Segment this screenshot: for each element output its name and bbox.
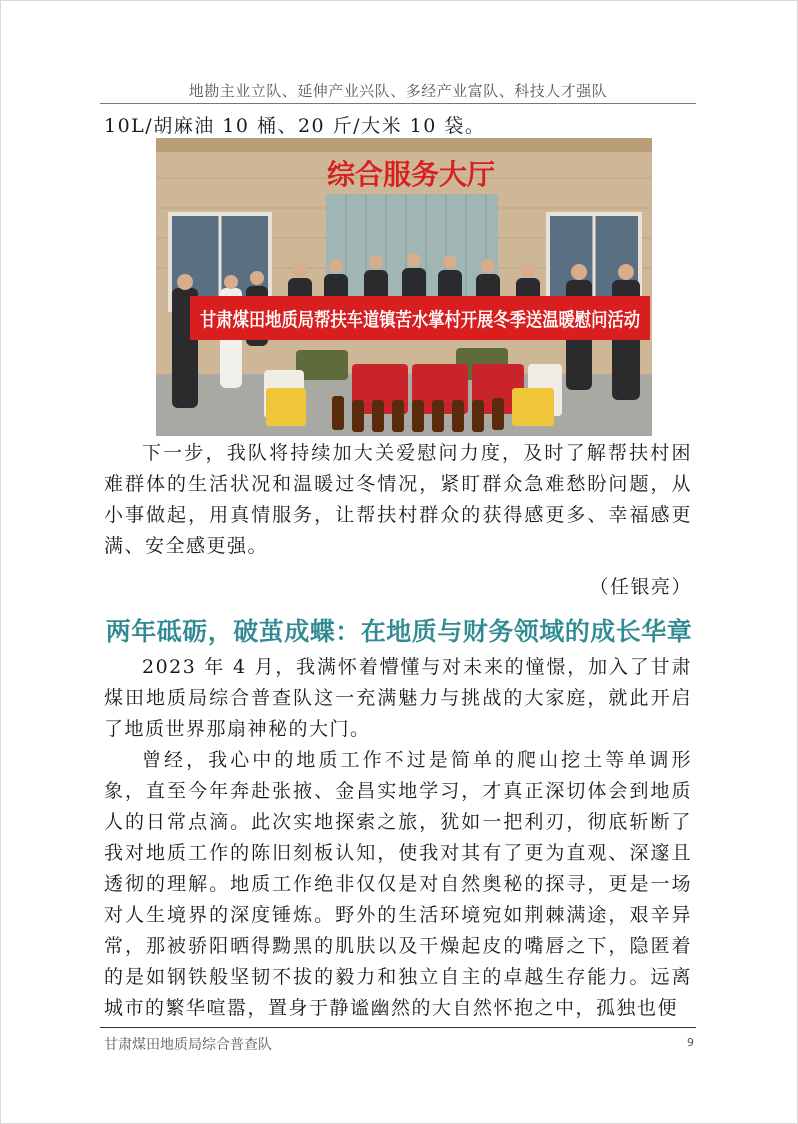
next-step-block (104, 438, 692, 562)
article-title: 两年砥砺，破茧成蝶：在地质与财务领域的成长华章 (105, 617, 693, 646)
article-body (104, 652, 692, 1024)
footer-organization: 甘肃煤田地质局综合普查队 (104, 1037, 272, 1053)
article-paragraph-2: 曾经，我心中的地质工作不过是简单的爬山挖土等单调形象，直至今年奔赴张掖、金昌实地学习，才真正深切体会到地质人的日常点滴。此次实地探索之旅，犹如一把利刃，彻底斩断了我对地质工作的陈旧刻板认知，使我对其有了更为直观、深邃且透彻的理解。地质工作绝非仅仅是对自然奥秘的探寻，更是一场对人生境界的深度锤炼。野外的生活环境宛如荆棘满途，艰辛异常，那被骄阳晒得黝黑的肌肤以及干燥起皮的嘴唇之下，隐匿着的是如钢铁般坚韧不拔的毅力和独立自主的卓越生存能力。远离城市的繁华喧嚣，置身于静谧幽然的大自然怀抱之中，孤独也便 (104, 749, 692, 1019)
next-step-paragraph: 下一步，我队将持续加大关爱慰问力度，及时了解帮扶村困难群体的生活状况和温暖过冬情况，紧盯群众急难愁盼问题，从小事做起，用真情服务，让帮扶村群众的获得感更多、幸福感更满、安全感更强。 (104, 442, 692, 557)
banner-text: 甘肃煤田地质局帮扶车道镇苦水掌村开展冬季送温暖慰问活动 (200, 309, 714, 331)
header-rule (100, 103, 696, 104)
running-header: 地勘主业立队、延伸产业兴队、多经产业富队、科技人才强队 (188, 82, 608, 100)
continued-line: 10L/胡麻油 10 桶、20 斤/大米 10 袋。 (104, 115, 486, 137)
event-photo (156, 138, 714, 436)
building-sign: 综合服务大厅 (326, 158, 496, 191)
footer-rule (100, 1027, 696, 1028)
author-credit: （任银亮） (589, 576, 692, 598)
page-number: 9 (687, 1036, 694, 1049)
article-paragraph-1: 2023 年 4 月，我满怀着懵懂与对未来的憧憬，加入了甘肃煤田地质局综合普查队这一充满魅力与挑战的大家庭，就此开启了地质世界那扇神秘的大门。 (104, 656, 692, 740)
